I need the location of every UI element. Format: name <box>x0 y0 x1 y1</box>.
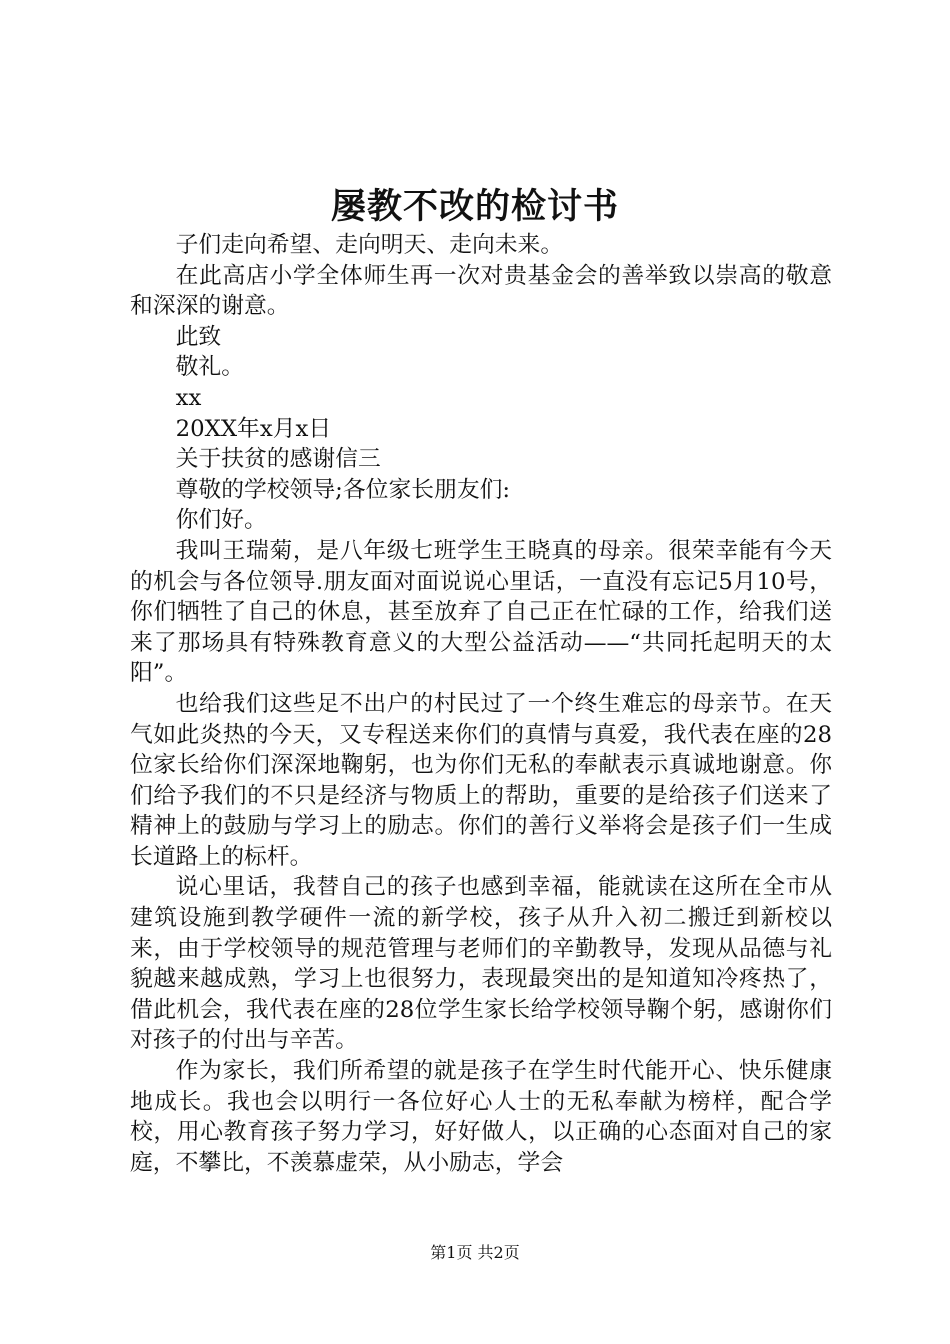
salutation: 尊敬的学校领导;各位家长朋友们: <box>175 476 511 503</box>
page-footer: 第1页 共2页 <box>430 1243 520 1262</box>
section-heading: 关于扶贫的感谢信三 <box>175 446 381 473</box>
paragraph: 说心里话，我替自己的孩子也感到幸福，能就读在这所在全市从建筑设施到教学硬件一流的新学校，孩子从升入初二搬迁到新校以来，由于学校领导的规范管理与老师们的辛勤教导，发现从品德与礼貌越来越成熟，学习上也很努力，表现最突出的是知道知冷疼热了，借此机会，我代表在座的28位学生家长给学校领导鞠个躬，感谢你们对孩子的付出与辛苦。 <box>130 874 832 1054</box>
closing-salute: 敬礼。 <box>175 354 244 381</box>
date-line: 20XX年x月x日 <box>175 415 332 442</box>
paragraph: 子们走向希望、走向明天、走向未来。 <box>175 232 564 258</box>
paragraph: 也给我们这些足不出户的村民过了一个终生难忘的母亲节。在天气如此炎热的今天，又专程送来你们的真情与真爱，我代表在座的28位家长给你们深深地鞠躬，也为你们无私的奉献表示真诚地谢意。你们给予我们的不只是经济与物质上的帮助，重要的是给孩子们送来了精神上的鼓励与学习上的励志。你们的善行义举将会是孩子们一生成长道路上的标杆。 <box>130 690 832 870</box>
signature: xx <box>175 384 202 411</box>
paragraph: 作为家长，我们所希望的就是孩子在学生时代能开心、快乐健康地成长。我也会以明行一各位好心人士的无私奉献为榜样，配合学校，用心教育孩子努力学习，好好做人，以正确的心态面对自己的家庭，不攀比，不羡慕虚荣，从小励志，学会 <box>130 1058 832 1176</box>
paragraph: 在此高店小学全体师生再一次对贵基金会的善举致以崇高的敬意和深深的谢意。 <box>130 262 832 320</box>
greeting: 你们好。 <box>175 507 267 534</box>
closing-line: 此致 <box>175 323 222 350</box>
page-title: 屡教不改的检讨书 <box>330 186 619 227</box>
paragraph: 我叫王瑞菊，是八年级七班学生王晓真的母亲。很荣幸能有今天的机会与各位领导.朋友面对面说说心里话，一直没有忘记5月10号，你们牺牲了自己的休息，甚至放弃了自己正在忙碌的工作，给我们送来了那场具有特殊教育意义的大型公益活动——“共同托起明天的太阳”。 <box>130 537 832 687</box>
document-body <box>130 230 832 1178</box>
